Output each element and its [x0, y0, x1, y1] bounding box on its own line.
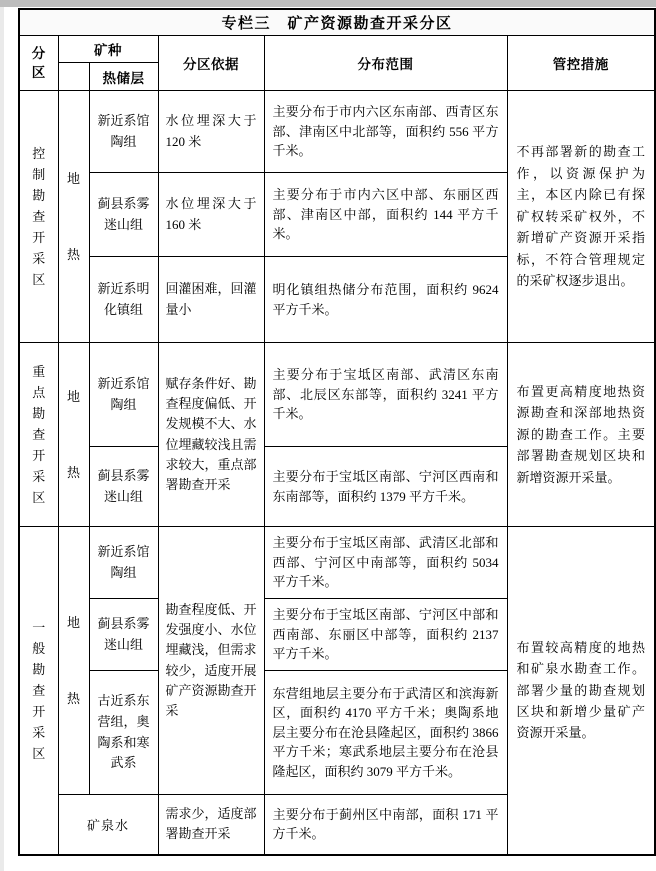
range-cell: 主要分布于宝坻区南部、武清区东南部、北辰区东部等，面积约 3241 平方千米。: [264, 343, 507, 447]
zone-cell-key: [19, 343, 58, 527]
mineral-cell-mineral-water: 矿泉水: [58, 795, 158, 855]
basis-cell-general: 勘查程度低、开发强度小、水位埋藏浅，但需求较少，适度开展矿产资源勘查开采: [158, 527, 264, 795]
range-cell-mineral-water: 主要分布于蓟州区中南部，面积 171 平方千米。: [264, 795, 507, 855]
header-range: 分布范围: [264, 36, 507, 91]
page-left-edge: [0, 7, 4, 871]
reservoir-cell: 蓟县系雾迷山组: [89, 447, 158, 527]
range-cell: 主要分布于市内六区东南部、西青区东部、津南区中北部等，面积约 556 平方千米。: [264, 91, 507, 173]
mineral-label-geothermal-3: 地 热: [66, 614, 80, 706]
reservoir-cell: 古近系东营组，奥陶系和寒武系: [89, 671, 158, 795]
header-basis: 分区依据: [158, 36, 264, 91]
header-mineral: 矿种: [58, 36, 158, 63]
header-zone-label: 分 区: [31, 46, 46, 80]
zoning-table: [18, 8, 656, 856]
header-measures: 管控措施: [507, 36, 655, 91]
header-mineral-sub-empty: [58, 63, 89, 91]
header-zone: [19, 36, 58, 91]
measures-cell-key: 布置更高精度地热资源勘查和深部地热资源的勘查工作。主要部署勘查规划区块和新增资源开采量。: [507, 343, 655, 527]
range-cell: 东营组地层主要分布于武清区和滨海新区，面积约 4170 平方千米；奥陶系地层主要分布在沧县隆起区，面积约 3866 平方千米；寒武系地层主要分布在沧县隆起区，面积约 3079 平方千米。: [264, 671, 507, 795]
reservoir-cell: 新近系馆陶组: [89, 527, 158, 599]
mineral-label-geothermal-2: 地 热: [66, 388, 80, 480]
table-title: 专栏三 矿产资源勘查开采分区: [19, 9, 655, 36]
basis-cell-mineral-water: 需求少，适度部署勘查开采: [158, 795, 264, 855]
reservoir-cell: 蓟县系雾迷山组: [89, 173, 158, 257]
range-cell: 主要分布于市内六区中部、东丽区西部、津南区中部，面积约 144 平方千米。: [264, 173, 507, 257]
reservoir-cell: 新近系馆陶组: [89, 91, 158, 173]
mineral-label-geothermal-1: 地 热: [66, 170, 80, 262]
zone-label-control: 控 制 勘 查 开 采 区: [32, 146, 46, 287]
range-cell: 主要分布于宝坻区南部、武清区北部和西部、宁河区中南部等，面积约 5034 平方千米。: [264, 527, 507, 599]
basis-cell: 水位埋深大于 120 米: [158, 91, 264, 173]
reservoir-cell: 新近系明化镇组: [89, 257, 158, 343]
mineral-cell-geothermal-2: [58, 343, 89, 527]
range-cell: 主要分布于宝坻区南部、宁河区中部和西南部、东丽区中部等，面积约 2137 平方千米。: [264, 599, 507, 671]
range-cell: 主要分布于宝坻区南部、宁河区西南和东南部等，面积约 1379 平方千米。: [264, 447, 507, 527]
range-cell: 明化镇组热储分布范围，面积约 9624 平方千米。: [264, 257, 507, 343]
header-reservoir: 热储层: [89, 63, 158, 91]
basis-cell: 回灌困难，回灌量小: [158, 257, 264, 343]
mineral-cell-geothermal-1: [58, 91, 89, 343]
measures-cell-general: 布置较高精度的地热和矿泉水勘查工作。部署少量的勘查规划区块和新增少量矿产资源开采量。: [507, 527, 655, 855]
mineral-cell-geothermal-3: [58, 527, 89, 795]
zone-label-key: 重 点 勘 查 开 采 区: [32, 364, 46, 505]
page-top-edge: [0, 0, 656, 7]
reservoir-cell: 新近系馆陶组: [89, 343, 158, 447]
measures-cell-control: 不再部署新的勘查工作，以资源保护为主，本区内除已有探矿权转采矿权外，不新增矿产资源开采指标，不符合管理规定的采矿权逐步退出。: [507, 91, 655, 343]
zone-label-general: 一 般 勘 查 开 采 区: [32, 619, 46, 761]
reservoir-cell: 蓟县系雾迷山组: [89, 599, 158, 671]
zone-cell-general: [19, 527, 58, 855]
basis-cell: 水位埋深大于 160 米: [158, 173, 264, 257]
basis-cell-key: 赋存条件好、勘查程度偏低、开发规模不大、水位埋藏较浅且需求较大，重点部署勘查开采: [158, 343, 264, 527]
zone-cell-control: [19, 91, 58, 343]
